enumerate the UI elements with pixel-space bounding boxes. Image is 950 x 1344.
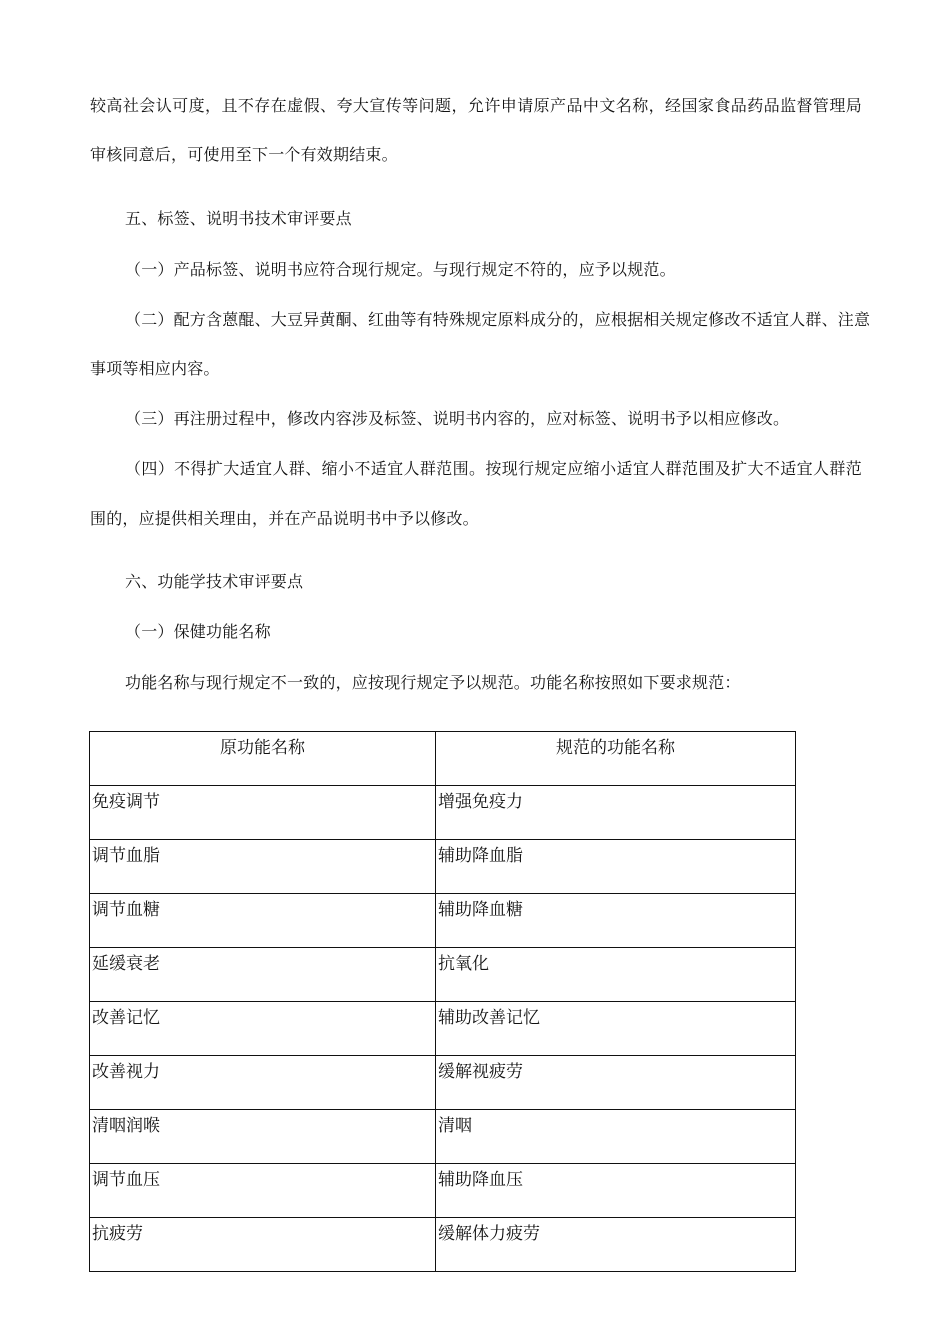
standard-name-cell: 辅助降血糖 [436, 894, 796, 948]
section-5-heading: 五、标签、说明书技术审评要点 [125, 209, 352, 228]
original-name-cell: 改善记忆 [90, 1002, 436, 1056]
section-6-intro-text: 功能名称与现行规定不一致的，应按现行规定予以规范。功能名称按照如下要求规范： [125, 673, 741, 692]
table-row [90, 894, 796, 948]
original-name-cell: 抗疲劳 [90, 1218, 436, 1272]
original-name-cell: 延缓衰老 [90, 948, 436, 1002]
standard-name-cell: 抗氧化 [436, 948, 796, 1002]
original-name-cell: 免疫调节 [90, 786, 436, 840]
table-row [90, 948, 796, 1002]
section-6-subheading: （一）保健功能名称 [125, 622, 271, 641]
table-row [90, 786, 796, 840]
section-5-item-2-line-2: 事项等相应内容。 [90, 359, 220, 378]
standard-name-cell: 辅助降血脂 [436, 840, 796, 894]
table-row [90, 840, 796, 894]
standard-name-cell: 缓解体力疲劳 [436, 1218, 796, 1272]
intro-line-1: 较高社会认可度，且不存在虚假、夸大宣传等问题，允许申请原产品中文名称，经国家食品药品监督管理局 [90, 96, 862, 115]
original-name-cell: 改善视力 [90, 1056, 436, 1110]
section-5-item-1: （一）产品标签、说明书应符合现行规定。与现行规定不符的，应予以规范。 [125, 260, 676, 279]
function-name-table [89, 731, 796, 1272]
table-row [90, 1110, 796, 1164]
standard-name-cell: 辅助降血压 [436, 1164, 796, 1218]
original-name-cell: 调节血糖 [90, 894, 436, 948]
table-row [90, 1056, 796, 1110]
original-name-cell: 调节血脂 [90, 840, 436, 894]
header-original-name: 原功能名称 [90, 732, 436, 786]
standard-name-cell: 缓解视疲劳 [436, 1056, 796, 1110]
section-5-item-4-line-1: （四）不得扩大适宜人群、缩小不适宜人群范围。按现行规定应缩小适宜人群范围及扩大不适宜人群范 [125, 459, 862, 478]
table-row [90, 1164, 796, 1218]
section-5-item-4-line-2: 围的，应提供相关理由，并在产品说明书中予以修改。 [90, 509, 479, 528]
section-5-item-2-line-1: （二）配方含蒽醌、大豆异黄酮、红曲等有特殊规定原料成分的，应根据相关规定修改不适宜人群、注意 [125, 310, 871, 329]
header-standard-name: 规范的功能名称 [436, 732, 796, 786]
standard-name-cell: 清咽 [436, 1110, 796, 1164]
section-5-item-3: （三）再注册过程中，修改内容涉及标签、说明书内容的，应对标签、说明书予以相应修改。 [125, 409, 790, 428]
standard-name-cell: 增强免疫力 [436, 786, 796, 840]
table-header-row [90, 732, 796, 786]
table-row [90, 1002, 796, 1056]
original-name-cell: 调节血压 [90, 1164, 436, 1218]
intro-line-2: 审核同意后，可使用至下一个有效期结束。 [90, 145, 398, 164]
table-row [90, 1218, 796, 1272]
standard-name-cell: 辅助改善记忆 [436, 1002, 796, 1056]
original-name-cell: 清咽润喉 [90, 1110, 436, 1164]
section-6-heading: 六、功能学技术审评要点 [125, 572, 304, 591]
